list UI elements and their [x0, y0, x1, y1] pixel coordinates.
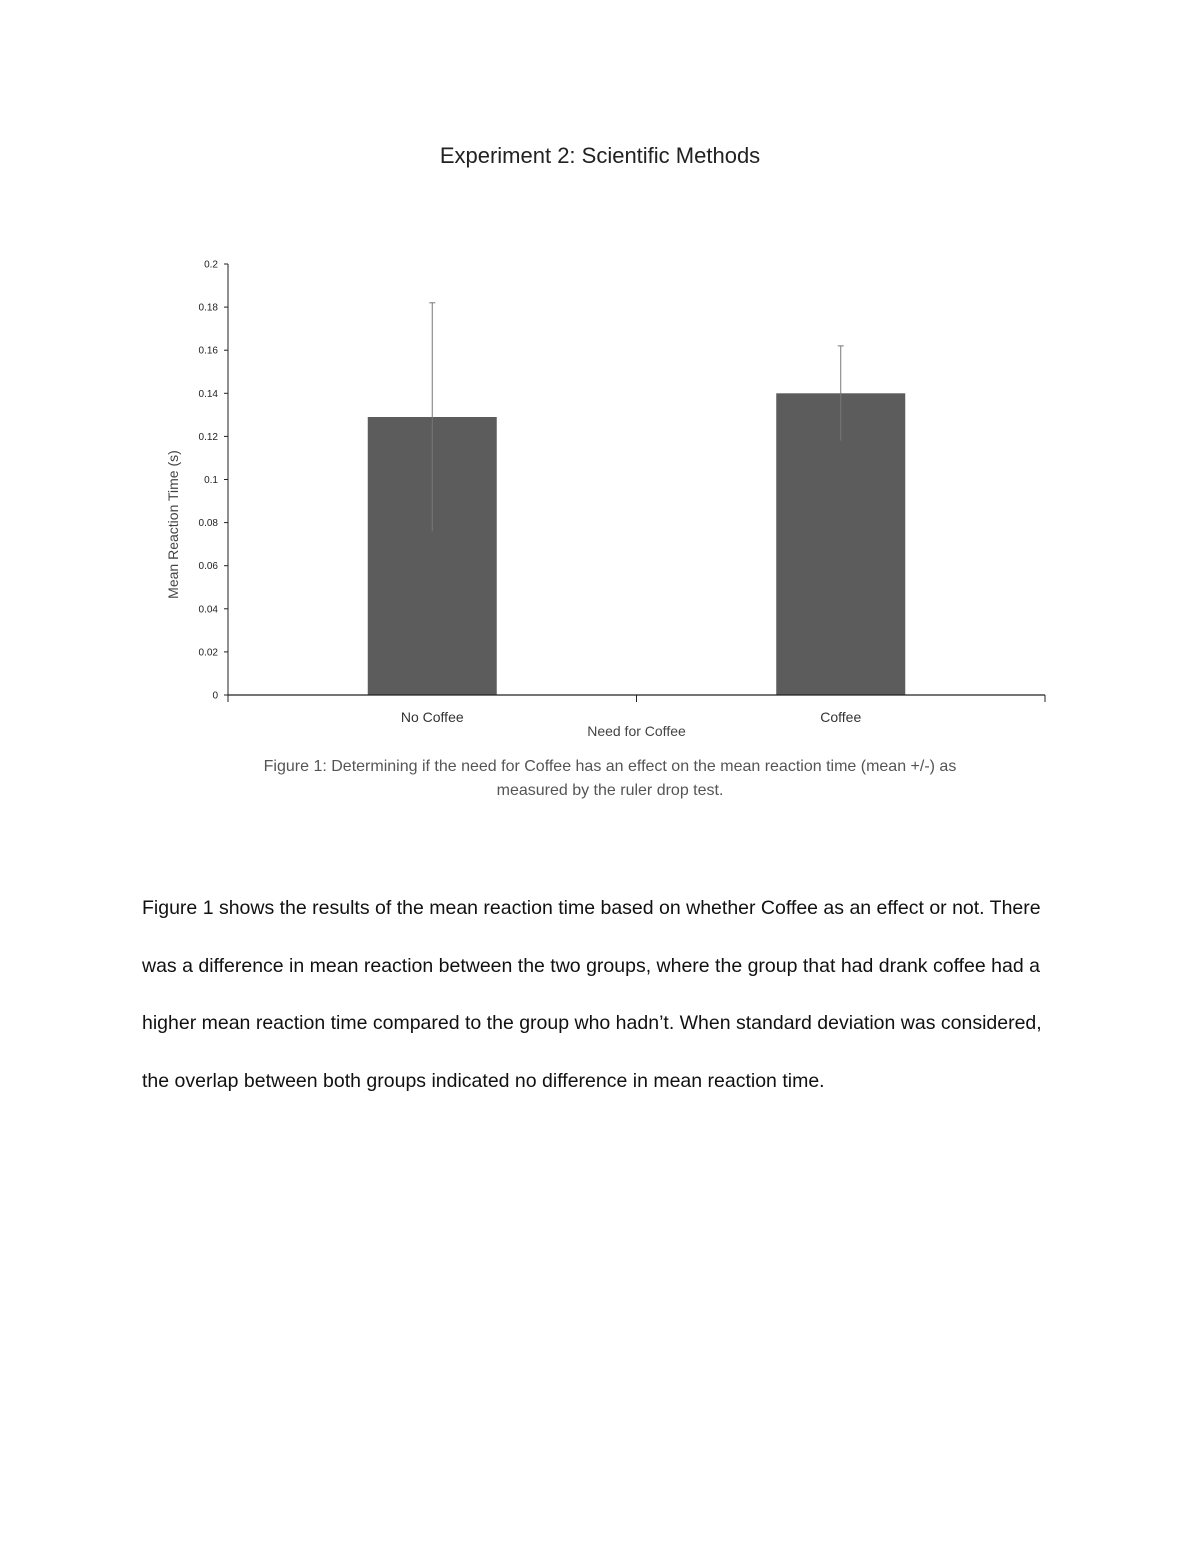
- y-tick-label: 0.08: [198, 518, 218, 530]
- y-tick-label: 0.12: [198, 431, 218, 443]
- y-tick-label: 0.14: [198, 388, 218, 400]
- page-title: Experiment 2: Scientific Methods: [439, 143, 761, 168]
- x-axis-ticks: [228, 695, 1045, 702]
- bar-chart: [0, 0, 1200, 760]
- y-tick-label: 0.02: [198, 647, 218, 659]
- body-paragraph: Figure 1 shows the results of the mean reaction time based on whether Coffee as an effect or not. There was a difference in mean reaction between the two groups, where the group that had drank coffee had a higher mean reaction time compared to the group who hadn’t. When standard deviation was considered, the overlap between both groups indicated no difference in mean reaction time.: [142, 897, 1042, 1092]
- y-tick-label: 0.06: [198, 561, 218, 573]
- y-tick-label: 0.1: [204, 475, 218, 486]
- y-axis-ticks: [199, 260, 228, 702]
- y-tick-label: 0.18: [198, 302, 218, 314]
- y-tick-label: 0.04: [198, 604, 218, 616]
- x-axis-title: Need for Coffee: [587, 723, 686, 739]
- bars-group: [368, 393, 906, 695]
- y-tick-label: 0: [212, 690, 218, 702]
- x-category-label: Coffee: [820, 709, 862, 725]
- x-category-label: No Coffee: [400, 709, 464, 725]
- y-tick-label: 0.16: [198, 345, 218, 357]
- figure-caption: Figure 1: Determining if the need for Coffee has an effect on the mean reaction time (mean +/-) as measured by the ruler drop test.: [263, 758, 957, 799]
- y-tick-label: 0.2: [204, 259, 218, 271]
- y-axis-title: Mean Reaction Time (s): [165, 450, 181, 599]
